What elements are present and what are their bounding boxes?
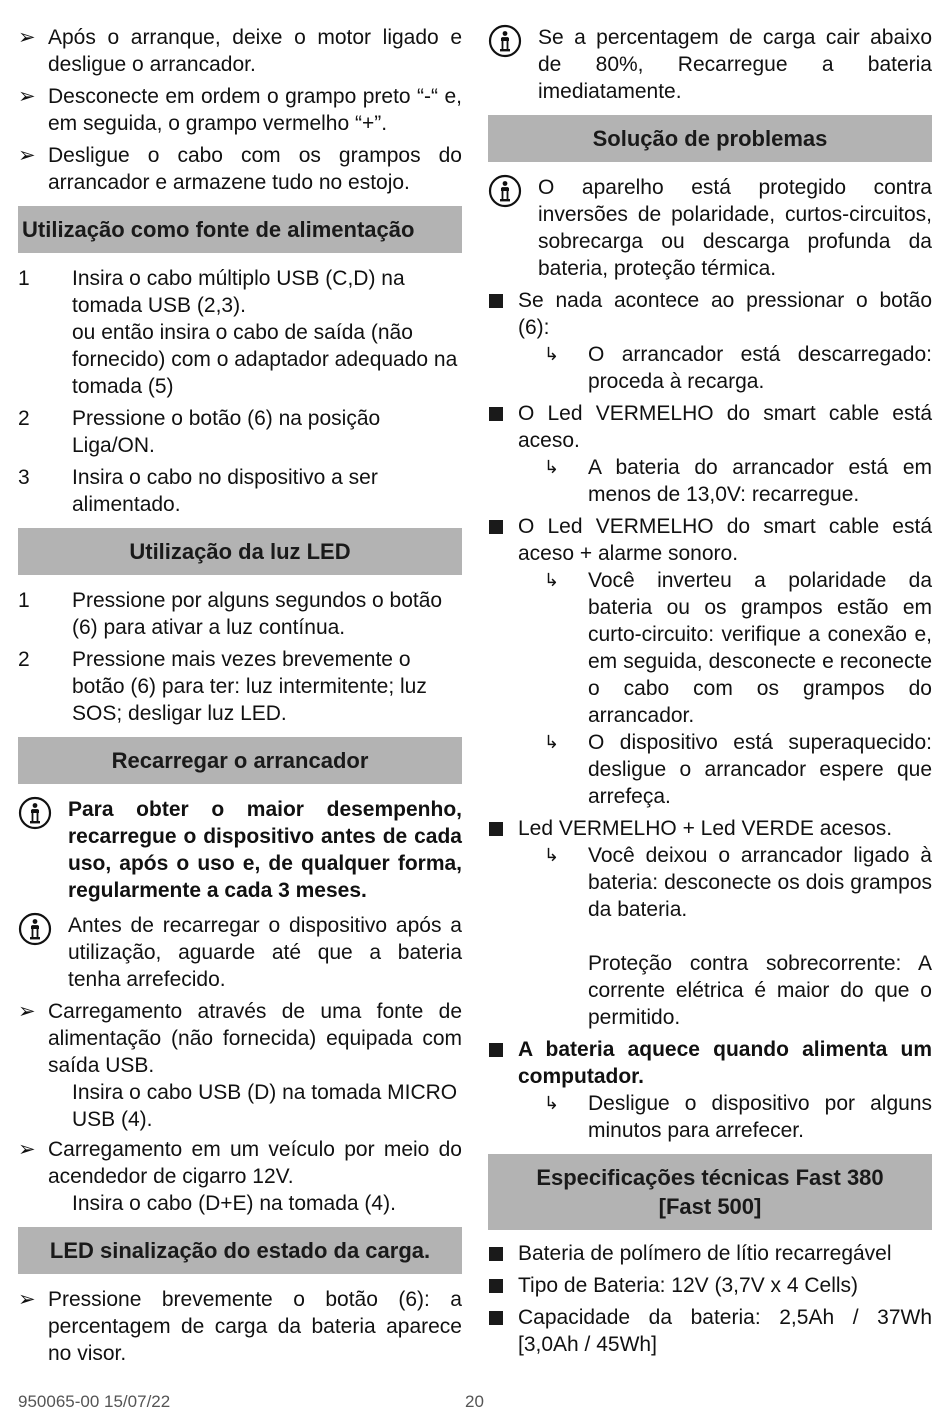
section-heading-troubleshooting: Solução de problemas	[488, 115, 932, 162]
spacer	[488, 923, 932, 950]
arrow-bullet-icon: ➢	[18, 144, 36, 167]
specs-heading-line1: Especificações técnicas Fast 380	[536, 1165, 884, 1190]
solution-item	[488, 842, 932, 923]
solution-text: O dispositivo está superaquecido: desligue o arrancador espere que arrefeça.	[588, 731, 932, 808]
numbered-step	[18, 405, 462, 459]
problem-text: O Led VERMELHO do smart cable está aceso + alarme sonoro.	[518, 515, 932, 565]
solution-text: A bateria do arrancador está em menos de 13,0V: recarregue.	[588, 456, 932, 506]
overcurrent-note: Proteção contra sobrecorrente: A corrente elétrica é maior do que o permitido.	[588, 952, 932, 1029]
problem-item	[488, 815, 932, 842]
spec-item	[488, 1240, 932, 1267]
list-item-text: Carregamento através de uma fonte de alimentação (não fornecida) equipada com saída USB.	[48, 1000, 462, 1077]
arrow-bullet-icon: ➢	[18, 1138, 36, 1161]
solution-text: O arrancador está descarregado: proceda à recarga.	[588, 343, 932, 393]
square-bullet-icon	[489, 407, 503, 421]
list-item-text: Após o arranque, deixe o motor ligado e desligue o arrancador.	[48, 26, 462, 76]
square-bullet-icon	[489, 822, 503, 836]
list-item-text: Carregamento em um veículo por meio do acendedor de cigarro 12V.	[48, 1138, 462, 1188]
sub-arrow-icon: ↳	[544, 845, 560, 865]
step-number: 1	[18, 267, 30, 290]
square-bullet-icon	[489, 520, 503, 534]
numbered-step	[18, 265, 462, 400]
step-text: Pressione por alguns segundos o botão (6) para ativar a luz contínua.	[72, 589, 443, 639]
step-number: 2	[18, 407, 30, 430]
section-heading-power: Utilização como fonte de alimentação	[18, 206, 462, 253]
info-note-text: O aparelho está protegido contra inversões de polaridade, curtos-circuitos, sobrecarga ou descarga profunda da bateria, proteção térmica.	[538, 176, 932, 280]
problem-item	[488, 513, 932, 567]
solution-item	[488, 1090, 932, 1144]
step-number: 2	[18, 648, 30, 671]
info-note-text: Para obter o maior desempenho, recarregue o dispositivo antes de cada uso, após o uso e, de qualquer forma, regularmente a cada 3 meses.	[68, 798, 462, 902]
sub-arrow-icon: ↳	[544, 732, 560, 752]
arrow-bullet-icon: ➢	[18, 1000, 36, 1023]
step-number: 3	[18, 466, 30, 489]
numbered-step	[18, 464, 462, 518]
sub-arrow-icon: ↳	[544, 457, 560, 477]
section-heading-charge-led: LED sinalização do estado da carga.	[18, 1227, 462, 1274]
list-item-text: Desconecte em ordem o grampo preto “-“ e, em seguida, o grampo vermelho “+”.	[48, 85, 462, 135]
square-bullet-icon	[489, 1279, 503, 1293]
info-note-text: Antes de recarregar o dispositivo após a utilização, aguarde até que a bateria tenha arrefecido.	[68, 914, 462, 991]
sub-arrow-icon: ↳	[544, 1093, 560, 1113]
sub-arrow-icon: ↳	[544, 570, 560, 590]
info-icon	[18, 912, 52, 946]
list-item	[18, 142, 462, 196]
step-text: Insira o cabo no dispositivo a ser alimentado.	[72, 466, 378, 516]
specs-heading-line2: [Fast 500]	[658, 1194, 762, 1219]
list-item	[18, 1136, 462, 1190]
solution-text: Você inverteu a polaridade da bateria ou os grampos estão em curto-circuito: verifique a conexão e, em seguida, desconecte e reconecte o cabo com os grampos do arrancador.	[588, 569, 932, 727]
spec-text: Tipo de Bateria: 12V (3,7V x 4 Cells)	[518, 1274, 859, 1297]
problem-text: Led VERMELHO + Led VERDE acesos.	[518, 817, 893, 840]
solution-item	[488, 454, 932, 508]
problem-item	[488, 1036, 932, 1090]
section-heading-led: Utilização da luz LED	[18, 528, 462, 575]
spec-item	[488, 1304, 932, 1358]
right-column	[488, 24, 932, 1363]
numbered-step	[18, 587, 462, 641]
solution-text: Desligue o dispositivo por alguns minutos para arrefecer.	[588, 1092, 932, 1142]
problem-text: O Led VERMELHO do smart cable está aceso.	[518, 402, 932, 452]
list-item-text: Desligue o cabo com os grampos do arrancador e armazene tudo no estojo.	[48, 144, 462, 194]
info-note-text: Se a percentagem de carga cair abaixo de 80%, Recarregue a bateria imediatamente.	[538, 26, 932, 103]
solution-item	[488, 567, 932, 729]
solution-item	[488, 729, 932, 810]
step-number: 1	[18, 589, 30, 612]
problem-item	[488, 400, 932, 454]
step-text: Insira o cabo múltiplo USB (C,D) na tomada USB (2,3). ou então insira o cabo de saída (não fornecido) com o adaptador adequado na tomada (5)	[72, 267, 458, 398]
info-note	[18, 796, 462, 904]
page-number: 20	[465, 1392, 484, 1411]
arrow-bullet-icon: ➢	[18, 85, 36, 108]
sub-arrow-icon: ↳	[544, 344, 560, 364]
info-icon	[488, 24, 522, 58]
problem-text: Se nada acontece ao pressionar o botão (6):	[518, 289, 932, 339]
section-heading-recharge: Recarregar o arrancador	[18, 737, 462, 784]
spec-text: Bateria de polímero de lítio recarregável	[518, 1242, 892, 1265]
arrow-bullet-icon: ➢	[18, 1288, 36, 1311]
section-heading-specs	[488, 1154, 932, 1230]
list-item	[18, 83, 462, 137]
left-column	[18, 24, 462, 1372]
solution-item	[488, 341, 932, 395]
square-bullet-icon	[489, 1247, 503, 1261]
problem-item	[488, 287, 932, 341]
document-code: 950065-00 15/07/22	[18, 1392, 171, 1411]
square-bullet-icon	[489, 294, 503, 308]
numbered-step	[18, 646, 462, 727]
spec-text: Capacidade da bateria: 2,5Ah / 37Wh [3,0Ah / 45Wh]	[518, 1306, 932, 1356]
list-item-text: Pressione brevemente o botão (6): a percentagem de carga da bateria aparece no visor.	[48, 1288, 462, 1365]
list-item-subtext: Insira o cabo USB (D) na tomada MICRO USB (4).	[72, 1081, 458, 1131]
problem-text: A bateria aquece quando alimenta um computador.	[518, 1038, 932, 1088]
info-note	[488, 24, 932, 105]
list-item	[18, 998, 462, 1079]
step-text: Pressione o botão (6) na posição Liga/ON.	[72, 407, 381, 457]
square-bullet-icon	[489, 1311, 503, 1325]
list-item	[18, 1286, 462, 1367]
list-item-subtext: Insira o cabo (D+E) na tomada (4).	[72, 1192, 396, 1215]
info-note	[18, 912, 462, 993]
spec-item	[488, 1272, 932, 1299]
step-text: Pressione mais vezes brevemente o botão (6) para ter: luz intermitente; luz SOS; desligar luz LED.	[72, 648, 427, 725]
info-icon	[18, 796, 52, 830]
info-note	[488, 174, 932, 282]
list-item	[18, 24, 462, 78]
arrow-bullet-icon: ➢	[18, 26, 36, 49]
info-icon	[488, 174, 522, 208]
square-bullet-icon	[489, 1043, 503, 1057]
solution-text: Você deixou o arrancador ligado à bateria: desconecte os dois grampos da bateria.	[588, 844, 932, 921]
